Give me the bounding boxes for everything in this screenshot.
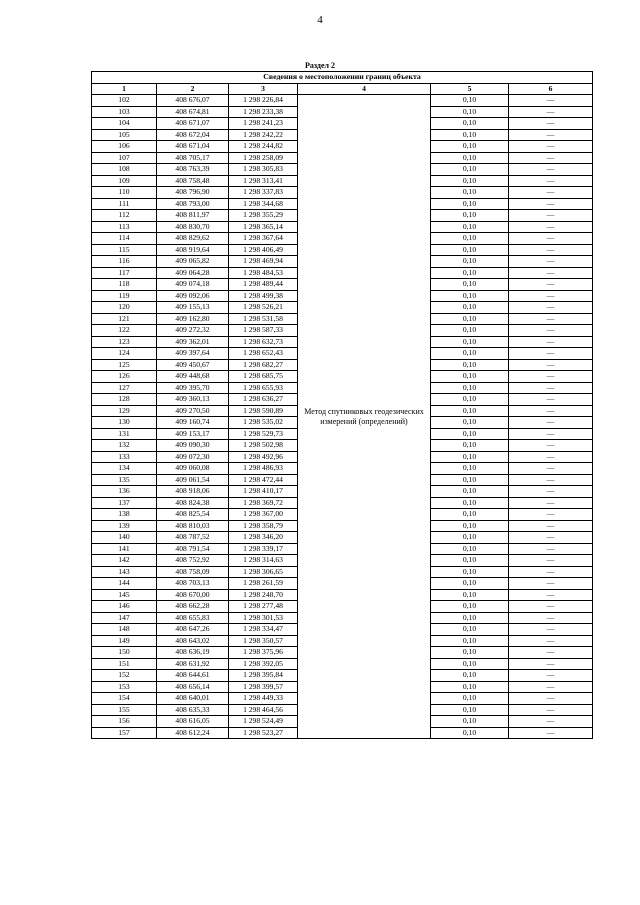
y-coordinate-cell: 1 298 365,14: [229, 221, 298, 233]
description-cell: —: [509, 497, 593, 509]
y-coordinate-cell: 1 298 502,98: [229, 440, 298, 452]
precision-cell: 0,10: [431, 555, 509, 567]
description-cell: —: [509, 371, 593, 383]
precision-cell: 0,10: [431, 164, 509, 176]
y-coordinate-cell: 1 298 632,73: [229, 336, 298, 348]
precision-cell: 0,10: [431, 198, 509, 210]
point-number-cell: 154: [92, 693, 157, 705]
point-number-cell: 129: [92, 405, 157, 417]
point-number-cell: 152: [92, 670, 157, 682]
y-coordinate-cell: 1 298 305,83: [229, 164, 298, 176]
description-cell: —: [509, 578, 593, 590]
y-coordinate-cell: 1 298 367,00: [229, 509, 298, 521]
description-cell: —: [509, 716, 593, 728]
precision-cell: 0,10: [431, 601, 509, 613]
description-cell: —: [509, 727, 593, 739]
precision-cell: 0,10: [431, 451, 509, 463]
point-number-cell: 119: [92, 290, 157, 302]
description-cell: —: [509, 658, 593, 670]
y-coordinate-cell: 1 298 350,57: [229, 635, 298, 647]
x-coordinate-cell: 408 758,48: [157, 175, 229, 187]
precision-cell: 0,10: [431, 371, 509, 383]
precision-cell: 0,10: [431, 405, 509, 417]
y-coordinate-cell: 1 298 314,63: [229, 555, 298, 567]
table-body: [92, 95, 593, 739]
precision-cell: 0,10: [431, 474, 509, 486]
point-number-cell: 111: [92, 198, 157, 210]
precision-cell: 0,10: [431, 486, 509, 498]
x-coordinate-cell: 408 705,17: [157, 152, 229, 164]
x-coordinate-cell: 408 752,92: [157, 555, 229, 567]
point-number-cell: 117: [92, 267, 157, 279]
point-number-cell: 137: [92, 497, 157, 509]
x-coordinate-cell: 409 153,17: [157, 428, 229, 440]
y-coordinate-cell: 1 298 375,96: [229, 647, 298, 659]
description-cell: —: [509, 359, 593, 371]
description-cell: —: [509, 279, 593, 291]
description-cell: —: [509, 118, 593, 130]
x-coordinate-cell: 408 811,97: [157, 210, 229, 222]
precision-cell: 0,10: [431, 129, 509, 141]
table-caption: Сведения о местоположении границ объекта: [92, 72, 593, 84]
y-coordinate-cell: 1 298 392,05: [229, 658, 298, 670]
point-number-cell: 122: [92, 325, 157, 337]
column-header-2: 2: [157, 83, 229, 95]
description-cell: —: [509, 601, 593, 613]
x-coordinate-cell: 408 787,52: [157, 532, 229, 544]
point-number-cell: 153: [92, 681, 157, 693]
y-coordinate-cell: 1 298 535,02: [229, 417, 298, 429]
precision-cell: 0,10: [431, 440, 509, 452]
x-coordinate-cell: 408 676,07: [157, 95, 229, 107]
point-number-cell: 144: [92, 578, 157, 590]
description-cell: —: [509, 187, 593, 199]
precision-cell: 0,10: [431, 267, 509, 279]
x-coordinate-cell: 408 670,00: [157, 589, 229, 601]
measurement-method-cell: Метод спутниковых геодезических измерений (определений): [298, 95, 431, 739]
point-number-cell: 138: [92, 509, 157, 521]
y-coordinate-cell: 1 298 355,29: [229, 210, 298, 222]
x-coordinate-cell: 408 655,83: [157, 612, 229, 624]
precision-cell: 0,10: [431, 428, 509, 440]
point-number-cell: 108: [92, 164, 157, 176]
y-coordinate-cell: 1 298 685,75: [229, 371, 298, 383]
precision-cell: 0,10: [431, 716, 509, 728]
x-coordinate-cell: 408 763,39: [157, 164, 229, 176]
precision-cell: 0,10: [431, 313, 509, 325]
description-cell: —: [509, 693, 593, 705]
precision-cell: 0,10: [431, 463, 509, 475]
y-coordinate-cell: 1 298 489,44: [229, 279, 298, 291]
point-number-cell: 107: [92, 152, 157, 164]
precision-cell: 0,10: [431, 221, 509, 233]
x-coordinate-cell: 409 270,50: [157, 405, 229, 417]
point-number-cell: 156: [92, 716, 157, 728]
description-cell: —: [509, 647, 593, 659]
y-coordinate-cell: 1 298 233,38: [229, 106, 298, 118]
x-coordinate-cell: 408 636,19: [157, 647, 229, 659]
precision-cell: 0,10: [431, 566, 509, 578]
description-cell: —: [509, 267, 593, 279]
x-coordinate-cell: 408 674,81: [157, 106, 229, 118]
y-coordinate-cell: 1 298 337,83: [229, 187, 298, 199]
precision-cell: 0,10: [431, 635, 509, 647]
description-cell: —: [509, 509, 593, 521]
point-number-cell: 124: [92, 348, 157, 360]
x-coordinate-cell: 408 919,64: [157, 244, 229, 256]
precision-cell: 0,10: [431, 256, 509, 268]
description-cell: —: [509, 348, 593, 360]
point-number-cell: 135: [92, 474, 157, 486]
column-header-3: 3: [229, 83, 298, 95]
description-cell: —: [509, 106, 593, 118]
precision-cell: 0,10: [431, 359, 509, 371]
x-coordinate-cell: 409 272,32: [157, 325, 229, 337]
description-cell: —: [509, 244, 593, 256]
description-cell: —: [509, 566, 593, 578]
x-coordinate-cell: 408 640,01: [157, 693, 229, 705]
precision-cell: 0,10: [431, 210, 509, 222]
y-coordinate-cell: 1 298 261,59: [229, 578, 298, 590]
y-coordinate-cell: 1 298 652,43: [229, 348, 298, 360]
precision-cell: 0,10: [431, 578, 509, 590]
description-cell: —: [509, 555, 593, 567]
description-cell: —: [509, 428, 593, 440]
precision-cell: 0,10: [431, 141, 509, 153]
point-number-cell: 150: [92, 647, 157, 659]
point-number-cell: 123: [92, 336, 157, 348]
description-cell: —: [509, 394, 593, 406]
point-number-cell: 126: [92, 371, 157, 383]
description-cell: —: [509, 290, 593, 302]
point-number-cell: 120: [92, 302, 157, 314]
point-number-cell: 157: [92, 727, 157, 739]
description-cell: —: [509, 635, 593, 647]
precision-cell: 0,10: [431, 187, 509, 199]
point-number-cell: 148: [92, 624, 157, 636]
x-coordinate-cell: 408 824,38: [157, 497, 229, 509]
point-number-cell: 116: [92, 256, 157, 268]
y-coordinate-cell: 1 298 682,27: [229, 359, 298, 371]
x-coordinate-cell: 408 830,70: [157, 221, 229, 233]
description-cell: —: [509, 532, 593, 544]
description-cell: —: [509, 681, 593, 693]
x-coordinate-cell: 408 672,04: [157, 129, 229, 141]
point-number-cell: 155: [92, 704, 157, 716]
column-header-6: 6: [509, 83, 593, 95]
x-coordinate-cell: 408 703,13: [157, 578, 229, 590]
table-row: [92, 95, 593, 107]
point-number-cell: 115: [92, 244, 157, 256]
y-coordinate-cell: 1 298 464,56: [229, 704, 298, 716]
description-cell: —: [509, 152, 593, 164]
y-coordinate-cell: 1 298 526,21: [229, 302, 298, 314]
description-cell: —: [509, 612, 593, 624]
point-number-cell: 121: [92, 313, 157, 325]
x-coordinate-cell: 408 829,62: [157, 233, 229, 245]
precision-cell: 0,10: [431, 670, 509, 682]
column-header-1: 1: [92, 83, 157, 95]
precision-cell: 0,10: [431, 658, 509, 670]
y-coordinate-cell: 1 298 334,47: [229, 624, 298, 636]
description-cell: —: [509, 451, 593, 463]
precision-cell: 0,10: [431, 95, 509, 107]
description-cell: —: [509, 233, 593, 245]
y-coordinate-cell: 1 298 344,68: [229, 198, 298, 210]
point-number-cell: 112: [92, 210, 157, 222]
point-number-cell: 113: [92, 221, 157, 233]
precision-cell: 0,10: [431, 279, 509, 291]
y-coordinate-cell: 1 298 395,84: [229, 670, 298, 682]
column-header-5: 5: [431, 83, 509, 95]
point-number-cell: 132: [92, 440, 157, 452]
precision-cell: 0,10: [431, 497, 509, 509]
precision-cell: 0,10: [431, 244, 509, 256]
precision-cell: 0,10: [431, 727, 509, 739]
description-cell: —: [509, 256, 593, 268]
x-coordinate-cell: 409 360,13: [157, 394, 229, 406]
point-number-cell: 114: [92, 233, 157, 245]
precision-cell: 0,10: [431, 233, 509, 245]
y-coordinate-cell: 1 298 367,64: [229, 233, 298, 245]
description-cell: —: [509, 474, 593, 486]
x-coordinate-cell: 409 395,70: [157, 382, 229, 394]
x-coordinate-cell: 408 671,07: [157, 118, 229, 130]
y-coordinate-cell: 1 298 369,72: [229, 497, 298, 509]
x-coordinate-cell: 409 092,06: [157, 290, 229, 302]
boundary-points-table: [91, 71, 593, 739]
x-coordinate-cell: 408 647,26: [157, 624, 229, 636]
point-number-cell: 139: [92, 520, 157, 532]
y-coordinate-cell: 1 298 226,84: [229, 95, 298, 107]
x-coordinate-cell: 408 644,61: [157, 670, 229, 682]
page-number: 4: [317, 14, 323, 26]
y-coordinate-cell: 1 298 301,53: [229, 612, 298, 624]
y-coordinate-cell: 1 298 484,53: [229, 267, 298, 279]
x-coordinate-cell: 409 155,13: [157, 302, 229, 314]
y-coordinate-cell: 1 298 242,22: [229, 129, 298, 141]
y-coordinate-cell: 1 298 492,96: [229, 451, 298, 463]
y-coordinate-cell: 1 298 486,93: [229, 463, 298, 475]
x-coordinate-cell: 408 796,90: [157, 187, 229, 199]
description-cell: —: [509, 198, 593, 210]
description-cell: —: [509, 313, 593, 325]
y-coordinate-cell: 1 298 248,70: [229, 589, 298, 601]
precision-cell: 0,10: [431, 704, 509, 716]
y-coordinate-cell: 1 298 258,09: [229, 152, 298, 164]
description-cell: —: [509, 543, 593, 555]
description-cell: —: [509, 463, 593, 475]
x-coordinate-cell: 408 656,14: [157, 681, 229, 693]
description-cell: —: [509, 325, 593, 337]
x-coordinate-cell: 409 448,68: [157, 371, 229, 383]
y-coordinate-cell: 1 298 472,44: [229, 474, 298, 486]
y-coordinate-cell: 1 298 524,49: [229, 716, 298, 728]
description-cell: —: [509, 382, 593, 394]
point-number-cell: 103: [92, 106, 157, 118]
x-coordinate-cell: 409 450,67: [157, 359, 229, 371]
y-coordinate-cell: 1 298 306,65: [229, 566, 298, 578]
description-cell: —: [509, 486, 593, 498]
description-cell: —: [509, 164, 593, 176]
precision-cell: 0,10: [431, 612, 509, 624]
x-coordinate-cell: 409 060,08: [157, 463, 229, 475]
x-coordinate-cell: 408 918,06: [157, 486, 229, 498]
description-cell: —: [509, 440, 593, 452]
point-number-cell: 151: [92, 658, 157, 670]
x-coordinate-cell: 409 090,30: [157, 440, 229, 452]
y-coordinate-cell: 1 298 531,58: [229, 313, 298, 325]
precision-cell: 0,10: [431, 302, 509, 314]
description-cell: —: [509, 95, 593, 107]
x-coordinate-cell: 408 825,54: [157, 509, 229, 521]
point-number-cell: 105: [92, 129, 157, 141]
x-coordinate-cell: 408 791,54: [157, 543, 229, 555]
point-number-cell: 140: [92, 532, 157, 544]
description-cell: —: [509, 302, 593, 314]
y-coordinate-cell: 1 298 469,94: [229, 256, 298, 268]
precision-cell: 0,10: [431, 520, 509, 532]
y-coordinate-cell: 1 298 358,79: [229, 520, 298, 532]
point-number-cell: 130: [92, 417, 157, 429]
x-coordinate-cell: 409 065,82: [157, 256, 229, 268]
precision-cell: 0,10: [431, 336, 509, 348]
x-coordinate-cell: 408 662,28: [157, 601, 229, 613]
description-cell: —: [509, 704, 593, 716]
section-title: Раздел 2: [304, 61, 336, 70]
precision-cell: 0,10: [431, 394, 509, 406]
description-cell: —: [509, 624, 593, 636]
y-coordinate-cell: 1 298 523,27: [229, 727, 298, 739]
point-number-cell: 136: [92, 486, 157, 498]
precision-cell: 0,10: [431, 106, 509, 118]
y-coordinate-cell: 1 298 346,20: [229, 532, 298, 544]
x-coordinate-cell: 409 064,28: [157, 267, 229, 279]
point-number-cell: 149: [92, 635, 157, 647]
x-coordinate-cell: 409 162,80: [157, 313, 229, 325]
point-number-cell: 143: [92, 566, 157, 578]
y-coordinate-cell: 1 298 244,82: [229, 141, 298, 153]
point-number-cell: 142: [92, 555, 157, 567]
y-coordinate-cell: 1 298 406,49: [229, 244, 298, 256]
precision-cell: 0,10: [431, 382, 509, 394]
description-cell: —: [509, 417, 593, 429]
x-coordinate-cell: 409 074,18: [157, 279, 229, 291]
point-number-cell: 128: [92, 394, 157, 406]
y-coordinate-cell: 1 298 313,41: [229, 175, 298, 187]
description-cell: —: [509, 221, 593, 233]
point-number-cell: 118: [92, 279, 157, 291]
point-number-cell: 131: [92, 428, 157, 440]
x-coordinate-cell: 409 362,01: [157, 336, 229, 348]
y-coordinate-cell: 1 298 587,33: [229, 325, 298, 337]
description-cell: —: [509, 141, 593, 153]
precision-cell: 0,10: [431, 175, 509, 187]
precision-cell: 0,10: [431, 152, 509, 164]
precision-cell: 0,10: [431, 647, 509, 659]
y-coordinate-cell: 1 298 277,48: [229, 601, 298, 613]
y-coordinate-cell: 1 298 241,23: [229, 118, 298, 130]
x-coordinate-cell: 408 631,92: [157, 658, 229, 670]
x-coordinate-cell: 408 635,33: [157, 704, 229, 716]
precision-cell: 0,10: [431, 417, 509, 429]
x-coordinate-cell: 408 671,04: [157, 141, 229, 153]
x-coordinate-cell: 409 160,74: [157, 417, 229, 429]
column-header-4: 4: [298, 83, 431, 95]
point-number-cell: 110: [92, 187, 157, 199]
description-cell: —: [509, 405, 593, 417]
precision-cell: 0,10: [431, 624, 509, 636]
precision-cell: 0,10: [431, 532, 509, 544]
x-coordinate-cell: 409 061,54: [157, 474, 229, 486]
y-coordinate-cell: 1 298 449,33: [229, 693, 298, 705]
precision-cell: 0,10: [431, 589, 509, 601]
x-coordinate-cell: 408 643,02: [157, 635, 229, 647]
y-coordinate-cell: 1 298 339,17: [229, 543, 298, 555]
x-coordinate-cell: 408 616,05: [157, 716, 229, 728]
point-number-cell: 127: [92, 382, 157, 394]
y-coordinate-cell: 1 298 399,57: [229, 681, 298, 693]
precision-cell: 0,10: [431, 325, 509, 337]
point-number-cell: 104: [92, 118, 157, 130]
point-number-cell: 133: [92, 451, 157, 463]
y-coordinate-cell: 1 298 529,73: [229, 428, 298, 440]
point-number-cell: 102: [92, 95, 157, 107]
point-number-cell: 109: [92, 175, 157, 187]
precision-cell: 0,10: [431, 118, 509, 130]
description-cell: —: [509, 129, 593, 141]
description-cell: —: [509, 520, 593, 532]
x-coordinate-cell: 408 612,24: [157, 727, 229, 739]
point-number-cell: 147: [92, 612, 157, 624]
description-cell: —: [509, 589, 593, 601]
precision-cell: 0,10: [431, 681, 509, 693]
point-number-cell: 141: [92, 543, 157, 555]
precision-cell: 0,10: [431, 509, 509, 521]
point-number-cell: 106: [92, 141, 157, 153]
x-coordinate-cell: 409 397,64: [157, 348, 229, 360]
precision-cell: 0,10: [431, 348, 509, 360]
x-coordinate-cell: 408 810,03: [157, 520, 229, 532]
description-cell: —: [509, 210, 593, 222]
description-cell: —: [509, 336, 593, 348]
precision-cell: 0,10: [431, 290, 509, 302]
point-number-cell: 145: [92, 589, 157, 601]
x-coordinate-cell: 409 072,30: [157, 451, 229, 463]
description-cell: —: [509, 670, 593, 682]
precision-cell: 0,10: [431, 693, 509, 705]
y-coordinate-cell: 1 298 410,17: [229, 486, 298, 498]
y-coordinate-cell: 1 298 590,89: [229, 405, 298, 417]
x-coordinate-cell: 408 793,00: [157, 198, 229, 210]
y-coordinate-cell: 1 298 636,27: [229, 394, 298, 406]
y-coordinate-cell: 1 298 499,38: [229, 290, 298, 302]
point-number-cell: 146: [92, 601, 157, 613]
point-number-cell: 125: [92, 359, 157, 371]
x-coordinate-cell: 408 758,09: [157, 566, 229, 578]
precision-cell: 0,10: [431, 543, 509, 555]
point-number-cell: 134: [92, 463, 157, 475]
y-coordinate-cell: 1 298 655,93: [229, 382, 298, 394]
description-cell: —: [509, 175, 593, 187]
